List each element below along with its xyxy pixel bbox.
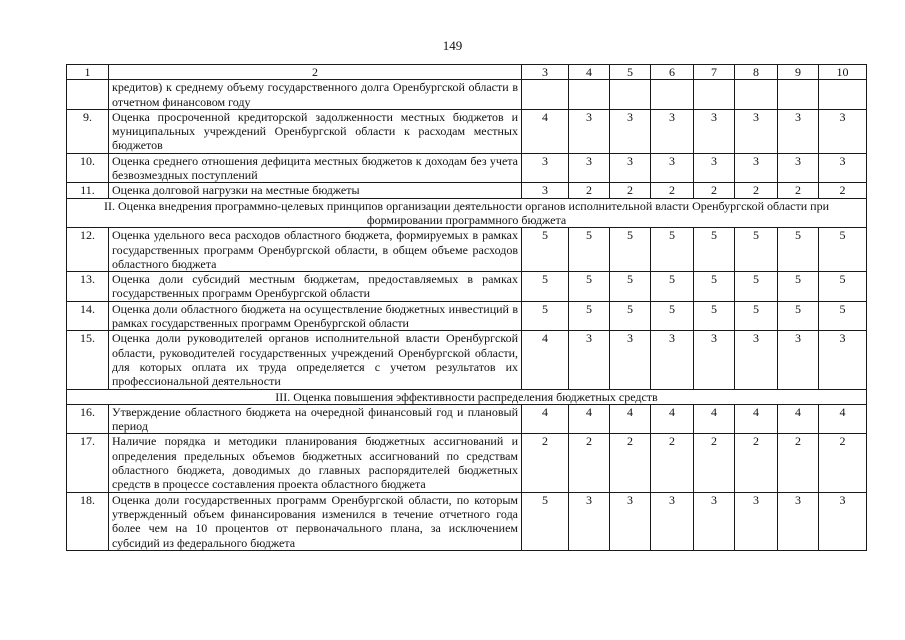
row-number: 13. (67, 272, 109, 302)
score-cell: 4 (819, 404, 867, 434)
score-cell (522, 80, 569, 110)
score-cell: 4 (694, 404, 735, 434)
score-cell: 3 (694, 492, 735, 550)
score-cell: 5 (735, 272, 778, 302)
score-cell: 4 (522, 404, 569, 434)
score-cell: 4 (610, 404, 651, 434)
score-cell: 3 (735, 109, 778, 153)
score-cell: 5 (778, 272, 819, 302)
score-cell: 3 (610, 492, 651, 550)
score-cell: 3 (569, 331, 610, 389)
score-cell: 5 (522, 492, 569, 550)
score-cell: 3 (694, 331, 735, 389)
score-cell: 3 (522, 183, 569, 198)
score-cell: 2 (569, 434, 610, 492)
column-header: 5 (610, 65, 651, 80)
score-cell: 2 (694, 183, 735, 198)
column-header: 8 (735, 65, 778, 80)
score-cell (610, 80, 651, 110)
row-number (67, 80, 109, 110)
score-cell: 5 (569, 228, 610, 272)
score-cell: 2 (522, 434, 569, 492)
score-cell: 3 (569, 492, 610, 550)
score-cell: 2 (651, 434, 694, 492)
indicator-text: кредитов) к среднему объему государственного долга Оренбургской области в отчетном финансовом году (109, 80, 522, 110)
score-cell: 5 (819, 272, 867, 302)
score-cell: 5 (569, 301, 610, 331)
score-cell: 5 (522, 301, 569, 331)
score-cell: 3 (778, 109, 819, 153)
score-cell: 2 (610, 183, 651, 198)
score-cell (735, 80, 778, 110)
table-row (67, 228, 867, 272)
column-header: 7 (694, 65, 735, 80)
column-header: 2 (109, 65, 522, 80)
row-number: 14. (67, 301, 109, 331)
table-header-row (67, 65, 867, 80)
score-cell: 2 (819, 183, 867, 198)
row-number: 10. (67, 153, 109, 183)
score-cell: 5 (778, 301, 819, 331)
score-cell: 3 (819, 492, 867, 550)
score-cell: 2 (778, 434, 819, 492)
row-number: 17. (67, 434, 109, 492)
score-cell: 3 (569, 109, 610, 153)
score-cell: 5 (694, 301, 735, 331)
row-number: 16. (67, 404, 109, 434)
column-header: 4 (569, 65, 610, 80)
score-cell: 3 (778, 492, 819, 550)
indicator-text: Утверждение областного бюджета на очередной финансовый год и плановый период (109, 404, 522, 434)
score-cell: 4 (569, 404, 610, 434)
score-cell: 4 (735, 404, 778, 434)
score-cell: 3 (819, 331, 867, 389)
column-header: 3 (522, 65, 569, 80)
table-row (67, 331, 867, 389)
indicator-text: Оценка просроченной кредиторской задолженности местных бюджетов и муниципальных учреждений Оренбургской области к расходам местных бюджетов (109, 109, 522, 153)
table-row (67, 301, 867, 331)
section-header-row (67, 198, 867, 228)
score-cell: 2 (735, 183, 778, 198)
score-cell: 3 (735, 153, 778, 183)
score-cell: 3 (651, 331, 694, 389)
indicator-text: Оценка долговой нагрузки на местные бюджеты (109, 183, 522, 198)
score-cell: 4 (778, 404, 819, 434)
score-cell: 3 (735, 492, 778, 550)
score-cell: 5 (610, 272, 651, 302)
score-cell: 3 (735, 331, 778, 389)
score-cell: 3 (651, 492, 694, 550)
column-header: 6 (651, 65, 694, 80)
score-cell: 3 (522, 153, 569, 183)
score-cell: 3 (569, 153, 610, 183)
score-cell (651, 80, 694, 110)
score-cell: 2 (569, 183, 610, 198)
score-cell: 5 (522, 272, 569, 302)
score-cell: 5 (610, 228, 651, 272)
score-cell: 4 (651, 404, 694, 434)
row-number: 9. (67, 109, 109, 153)
score-cell: 3 (778, 153, 819, 183)
table-row (67, 80, 867, 110)
score-cell: 5 (569, 272, 610, 302)
score-cell (569, 80, 610, 110)
score-cell: 2 (778, 183, 819, 198)
score-cell: 2 (694, 434, 735, 492)
indicator-text: Оценка доли областного бюджета на осуществление бюджетных инвестиций в рамках государственных программ Оренбургской области (109, 301, 522, 331)
table-row (67, 109, 867, 153)
score-cell: 3 (819, 109, 867, 153)
score-cell: 3 (651, 109, 694, 153)
score-cell: 5 (651, 301, 694, 331)
score-cell: 5 (651, 228, 694, 272)
score-cell (819, 80, 867, 110)
score-cell: 3 (610, 331, 651, 389)
score-cell: 3 (651, 153, 694, 183)
score-cell: 5 (819, 228, 867, 272)
score-cell: 2 (610, 434, 651, 492)
indicator-text: Оценка среднего отношения дефицита местных бюджетов к доходам без учета безвозмездных поступлений (109, 153, 522, 183)
indicator-text: Оценка удельного веса расходов областного бюджета, формируемых в рамках государственных программ Оренбургской области, в общем объеме расходов областного бюджета (109, 228, 522, 272)
table-row (67, 183, 867, 198)
score-cell: 3 (694, 153, 735, 183)
score-cell: 5 (522, 228, 569, 272)
score-cell (778, 80, 819, 110)
score-cell: 5 (651, 272, 694, 302)
score-cell: 3 (819, 153, 867, 183)
row-number: 11. (67, 183, 109, 198)
column-header: 1 (67, 65, 109, 80)
table-row (67, 492, 867, 550)
table-row (67, 404, 867, 434)
column-header: 10 (819, 65, 867, 80)
score-cell: 3 (778, 331, 819, 389)
score-cell: 5 (694, 272, 735, 302)
indicator-text: Оценка доли государственных программ Оренбургской области, по которым утвержденный объем финансирования изменился в течение отчетного года более чем на 10 процентов от первоначального плана, за исключением субсидий из федерального бюджета (109, 492, 522, 550)
score-cell: 5 (735, 228, 778, 272)
indicator-text: Оценка доли субсидий местным бюджетам, предоставляемых в рамках государственных программ Оренбургской области (109, 272, 522, 302)
section-header-row (67, 389, 867, 404)
score-cell: 2 (651, 183, 694, 198)
indicator-text: Наличие порядка и методики планирования бюджетных ассигнований и определения предельных объемов бюджетных ассигнований по средствам областного бюджета, доводимых до главных распорядителей бюджетных средств в процессе составления проекта областного бюджета (109, 434, 522, 492)
score-cell: 5 (610, 301, 651, 331)
row-number: 18. (67, 492, 109, 550)
page-number: 149 (442, 38, 463, 53)
score-cell: 3 (610, 109, 651, 153)
score-cell: 2 (735, 434, 778, 492)
section-title: III. Оценка повышения эффективности распределения бюджетных средств (67, 389, 867, 404)
score-cell: 3 (610, 153, 651, 183)
row-number: 12. (67, 228, 109, 272)
table-row (67, 153, 867, 183)
indicator-text: Оценка доли руководителей органов исполнительной власти Оренбургской области, руководителей государственных учреждений Оренбургской области, для которых оплата их труда определяется с учетом результатов их профессиональной деятельности (109, 331, 522, 389)
score-cell: 5 (819, 301, 867, 331)
score-cell: 3 (694, 109, 735, 153)
score-cell: 5 (735, 301, 778, 331)
section-title: II. Оценка внедрения программно-целевых принципов организации деятельности органов исполнительной власти Оренбургской области при формировании программного бюджета (67, 198, 867, 228)
column-header: 9 (778, 65, 819, 80)
score-cell (694, 80, 735, 110)
score-cell: 4 (522, 109, 569, 153)
row-number: 15. (67, 331, 109, 389)
score-cell: 5 (694, 228, 735, 272)
table-row (67, 272, 867, 302)
score-cell: 2 (819, 434, 867, 492)
score-cell: 5 (778, 228, 819, 272)
score-cell: 4 (522, 331, 569, 389)
table-row (67, 434, 867, 492)
rating-table (66, 64, 867, 551)
